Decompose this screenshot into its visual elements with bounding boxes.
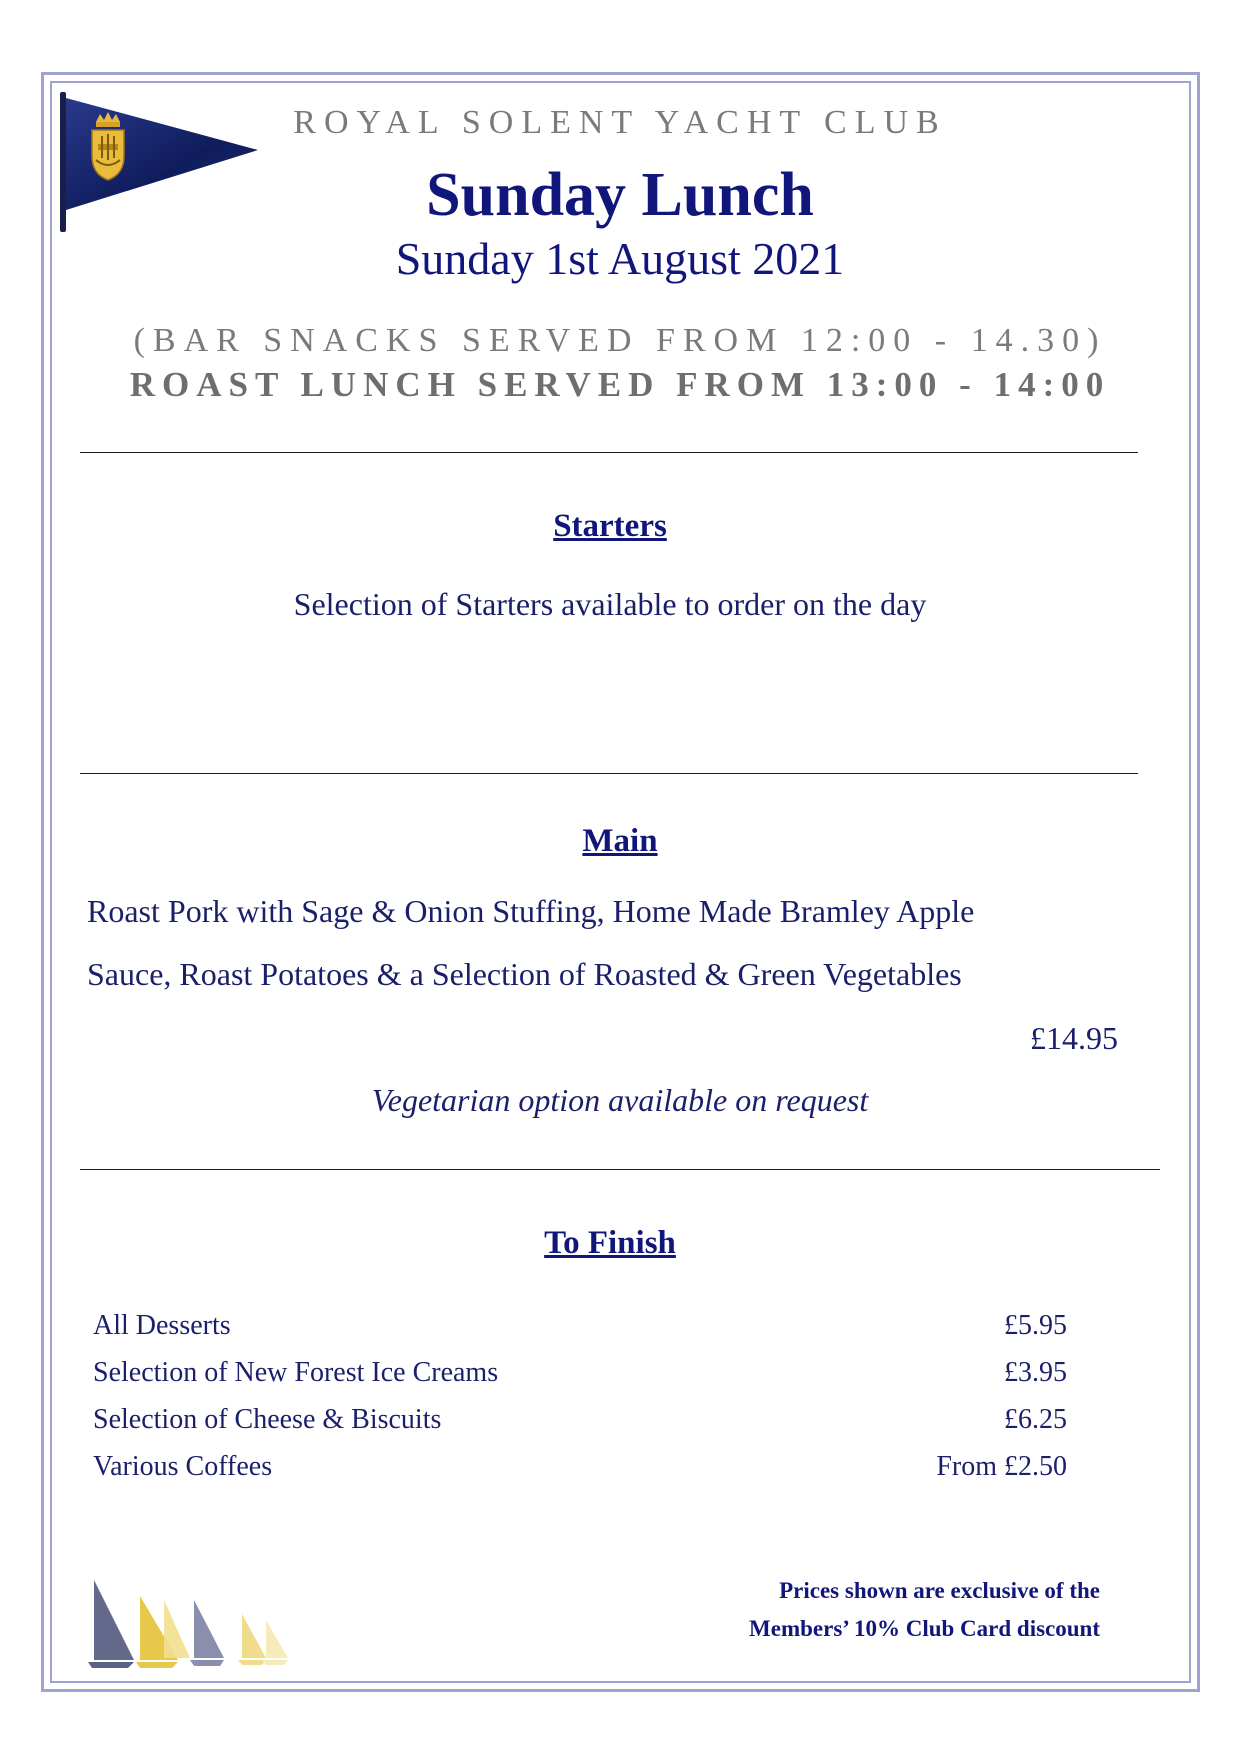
list-item [93,1451,1067,1491]
main-heading: Main [582,823,658,859]
dessert-price: £5.95 [1004,1310,1067,1341]
main-description-line1: Roast Pork with Sage & Onion Stuffing, Home Made Bramley Apple [87,893,975,929]
discount-note-line2: Members’ 10% Club Card discount [749,1616,1100,1641]
vegetarian-note: Vegetarian option available on request [371,1082,869,1118]
dessert-price: £6.25 [1004,1404,1067,1435]
roast-lunch-times: ROAST LUNCH SERVED FROM 13:00 - 14:00 [129,365,1111,404]
menu-date: Sunday 1st August 2021 [395,233,845,284]
divider [80,1169,1160,1170]
divider [80,452,1138,453]
starters-heading: Starters [553,508,667,544]
menu-title: Sunday Lunch [426,161,814,229]
dessert-name: Selection of New Forest Ice Creams [93,1357,499,1388]
main-price: £14.95 [1030,1020,1118,1056]
list-item [93,1357,1067,1397]
list-item [93,1404,1067,1444]
dessert-price: From £2.50 [936,1451,1067,1482]
divider [80,773,1138,774]
discount-note-line1: Prices shown are exclusive of the [779,1578,1100,1603]
bar-snacks-times: (BAR SNACKS SERVED FROM 12:00 - 14.30) [133,322,1107,359]
dessert-name: Selection of Cheese & Biscuits [93,1404,442,1435]
sailboats-icon [82,1578,302,1670]
main-description-line2: Sauce, Roast Potatoes & a Selection of Roasted & Green Vegetables [87,956,962,992]
club-burgee-icon [58,92,263,232]
starters-text: Selection of Starters available to order on the day [293,586,927,622]
dessert-price: £3.95 [1004,1357,1067,1388]
club-name: ROYAL SOLENT YACHT CLUB [293,104,947,141]
finish-heading: To Finish [544,1225,676,1261]
dessert-name: Various Coffees [93,1451,273,1482]
dessert-name: All Desserts [93,1310,231,1341]
list-item [93,1310,1067,1350]
